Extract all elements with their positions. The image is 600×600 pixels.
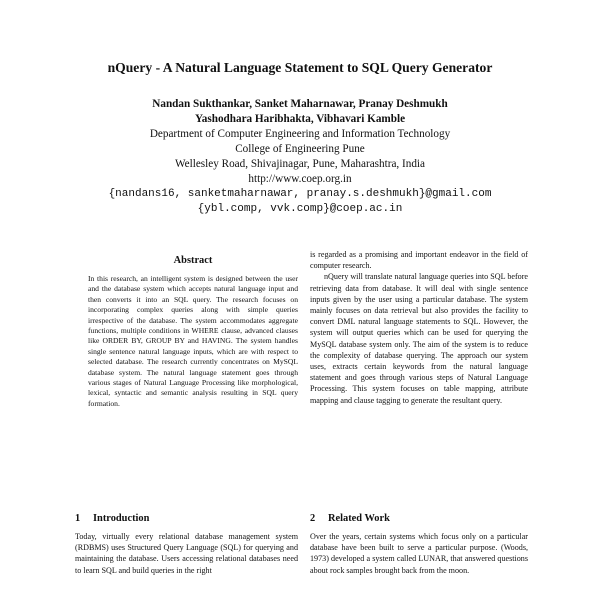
abstract-text — [88, 274, 298, 409]
affiliation-address: Wellesley Road, Shivajinagar, Pune, Maharashtra, India — [175, 158, 425, 170]
introduction-heading — [75, 513, 149, 524]
introduction-text — [75, 531, 298, 576]
author-names-line2: Yashodhara Haribhakta, Vibhavari Kamble — [194, 113, 406, 125]
affiliation-website: http://www.coep.org.in — [248, 173, 352, 185]
related-work-heading — [310, 513, 390, 524]
related-work-text — [310, 531, 528, 576]
right-column-paragraph-1: is regarded as a promising and important endeavor in the field of computer research. — [310, 250, 528, 271]
related-work-number: 2 — [310, 513, 316, 524]
author-block — [0, 97, 600, 217]
introduction-number: 1 — [75, 513, 81, 524]
abstract-paragraph: In this research, an intelligent system is designed between the user and the database system which accepts natural language input and then converts it into an SQL query. The research focuses on incorporating complex queries along with simple queries irrespective of the database. The system accommodates aggregate functions, multiple conditions in WHERE clause, advanced clauses like ORDER BY, GROUP BY and HAVING. The system handles single sentence natural language inputs, which are with respect to selected database. The research currently concentrates on MySQL database system. The natural language statement goes through various stages of Natural Language Processing like morphological, lexical, syntactic and semantic analysis resulting in SQL query formation. — [88, 274, 298, 408]
author-names-line1: Nandan Sukthankar, Sanket Maharnawar, Pranay Deshmukh — [152, 98, 448, 110]
author-emails-line1: {nandans16, sanketmaharnawar, pranay.s.deshmukh}@gmail.com — [108, 188, 492, 200]
related-work-title: Related Work — [328, 513, 390, 524]
right-column-paragraph-2: nQuery will translate natural language queries into SQL before retrieving data from database. It will deal with single sentence inputs given by the user using a particular database. The system mainly focuses on data retrieval but also provides the facility to convert DML natural language statements to SQL. However, the system will output queries which can be used for querying the MySQL database system only. The aim of the system is to reduce the complexity of database querying. The approach our system uses, extracts certain keywords from the natural language statement and goes through various steps of Natural Language Processing. This system focuses on table mapping, attribute mapping and clause tagging to generate the resultant query. — [310, 272, 528, 405]
introduction-title: Introduction — [93, 513, 150, 524]
author-emails-line2: {ybl.comp, vvk.comp}@coep.ac.in — [197, 203, 403, 215]
introduction-paragraph: Today, virtually every relational database management system (RDBMS) uses Structured Query Language (SQL) for querying and maintaining the database. Users accessing relational databases need to learn SQL and build queries in the right — [75, 532, 298, 575]
right-column-text — [310, 249, 528, 406]
affiliation-college: College of Engineering Pune — [235, 143, 365, 155]
affiliation-department: Department of Computer Engineering and Information Technology — [149, 128, 451, 140]
paper-title: nQuery - A Natural Language Statement to SQL Query Generator — [107, 60, 493, 75]
abstract-heading: Abstract — [173, 255, 213, 266]
related-work-paragraph: Over the years, certain systems which focus only on a particular database have been built to serve a particular purpose. (Woods, 1973) developed a system called LUNAR, that answered questions about rock samples brought back from the moon. — [310, 532, 528, 575]
